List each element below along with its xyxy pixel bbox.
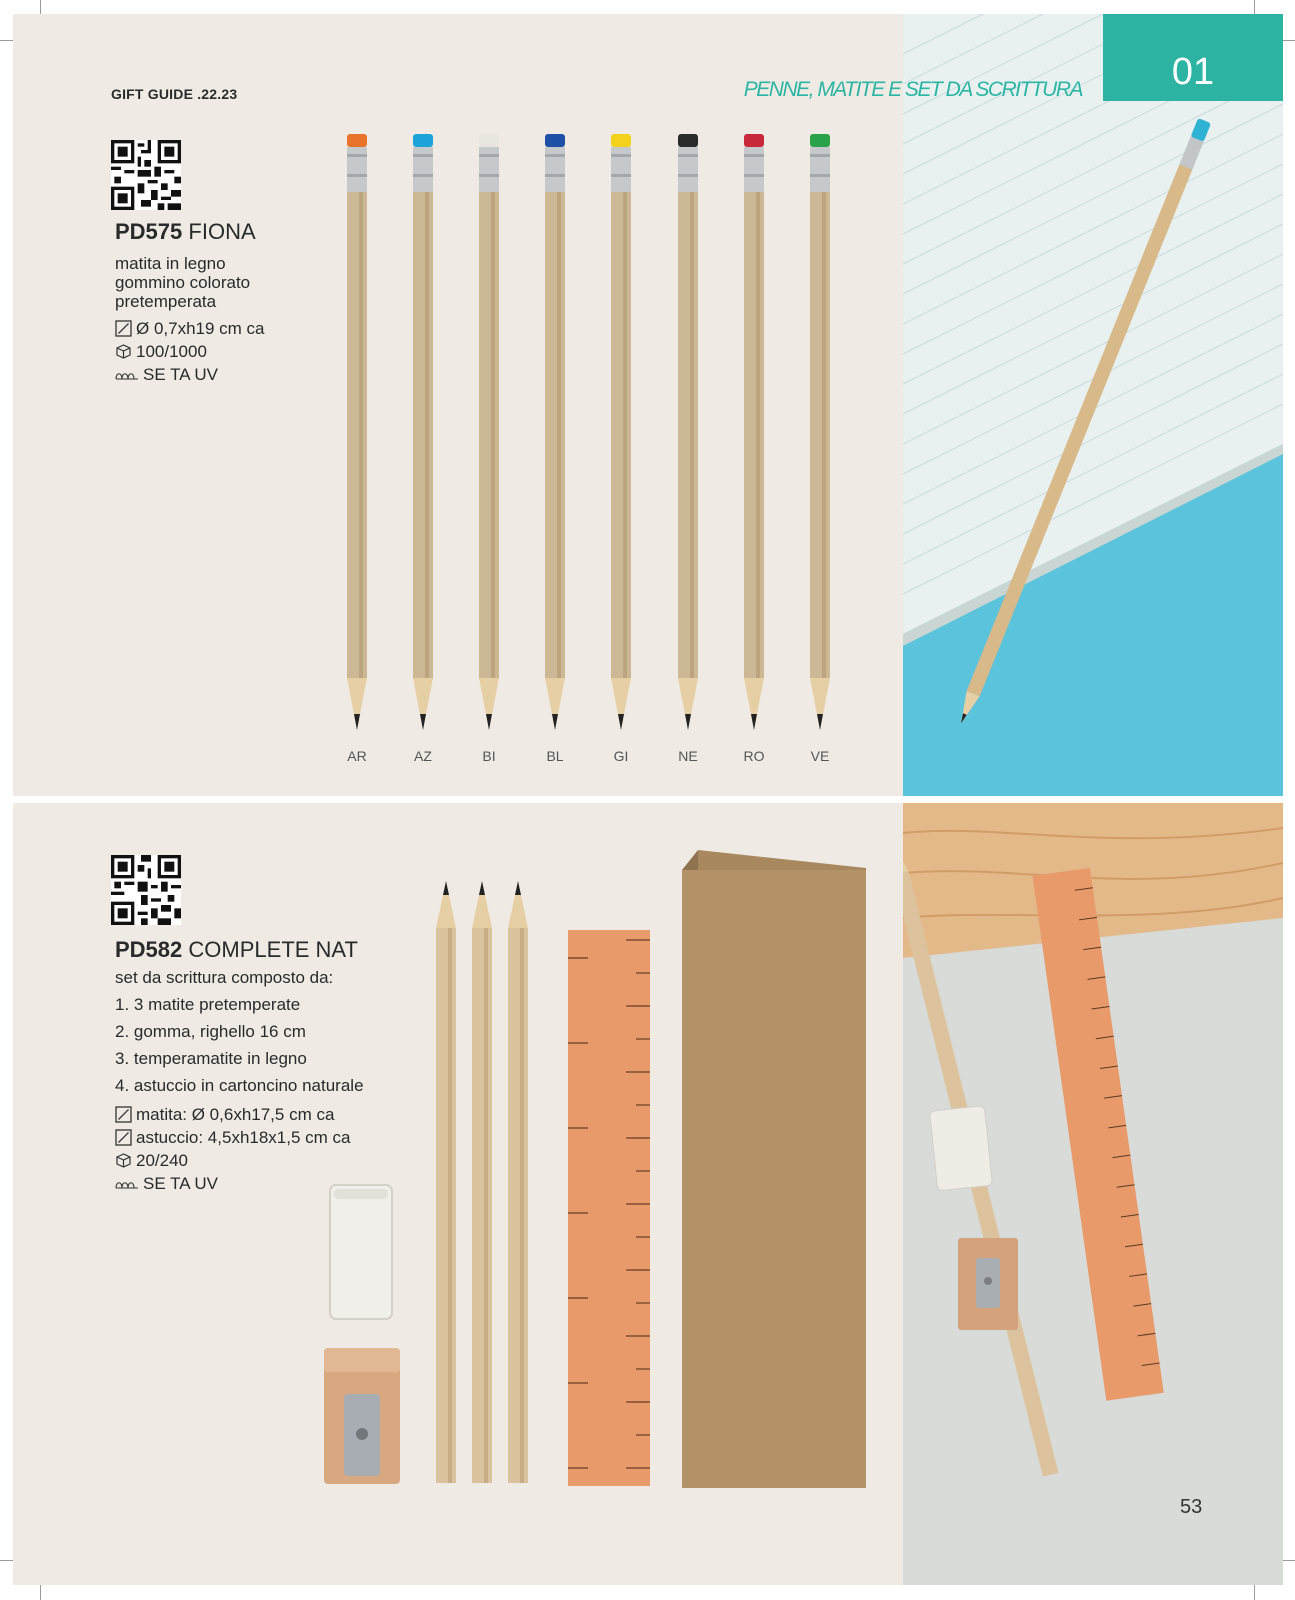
kraft-case-image [678, 850, 868, 1490]
description-line: matita in legno [115, 254, 226, 273]
lifestyle-photo-pencil-notebook [903, 14, 1283, 796]
spec-row [115, 1149, 351, 1172]
spec-row [115, 317, 265, 340]
product-title [115, 219, 256, 245]
description-line: set da scrittura composto da: [115, 968, 334, 987]
pencil [808, 134, 832, 744]
list-item: 4. astuccio in cartoncino naturale [115, 1076, 364, 1095]
dimensions-icon [115, 320, 132, 337]
variant-code: BI [482, 748, 496, 764]
gift-guide-label: GIFT GUIDE .22.23 [111, 86, 238, 102]
pencil [345, 134, 369, 744]
spec-text: Ø 0,7xh19 cm ca [136, 319, 265, 338]
spec-row [115, 1126, 351, 1149]
pencil-eraser [413, 134, 433, 147]
box-icon [115, 1152, 132, 1169]
product-panel-top [13, 14, 903, 796]
pencil-eraser [678, 134, 698, 147]
lifestyle-photo-writing-set [903, 803, 1283, 1585]
sharpener-image [322, 1346, 402, 1486]
pencil-eraser [479, 134, 499, 147]
variant-code: AZ [414, 748, 432, 764]
product-name: FIONA [188, 219, 256, 244]
list-item: 2. gomma, righello 16 cm [115, 1022, 306, 1041]
spec-text: matita: Ø 0,6xh17,5 cm ca [136, 1105, 335, 1124]
spec-text: SE TA UV [143, 1174, 218, 1193]
pencil [676, 134, 700, 744]
qr-code[interactable] [111, 140, 181, 210]
dimensions-icon [115, 1106, 132, 1123]
pencil [609, 134, 633, 744]
product-description [115, 964, 364, 1099]
spec-text: astuccio: 4,5xh18x1,5 cm ca [136, 1128, 351, 1147]
product-title [115, 937, 358, 963]
product-code: PD582 [115, 937, 183, 962]
product-code: PD575 [115, 219, 183, 244]
pencil-eraser [611, 134, 631, 147]
list-item: 3. temperamatite in legno [115, 1049, 307, 1068]
qr-code[interactable] [111, 855, 181, 925]
pencil [543, 134, 567, 744]
pencil-eraser [744, 134, 764, 147]
pencil [411, 134, 435, 744]
variant-code: BL [546, 748, 564, 764]
spec-row [115, 363, 265, 386]
product-description [115, 254, 250, 311]
variant-code: GI [613, 748, 629, 764]
dimensions-icon [115, 1129, 132, 1146]
product-specs [115, 1103, 351, 1195]
description-line: gommino colorato [115, 273, 251, 292]
box-icon [115, 343, 132, 360]
product-name: COMPLETE NAT [188, 937, 358, 962]
variant-code: VE [810, 748, 830, 764]
eraser-image [328, 1183, 396, 1323]
ruler-image [566, 928, 652, 1488]
pencil [477, 134, 501, 744]
pencil [742, 134, 766, 744]
pencil-eraser [347, 134, 367, 147]
page-number: 53 [1180, 1496, 1203, 1518]
variant-code: AR [347, 748, 367, 764]
spec-row [115, 1172, 351, 1195]
spec-row [115, 1103, 351, 1126]
pencil-eraser [545, 134, 565, 147]
list-item: 1. 3 matite pretemperate [115, 995, 301, 1014]
spec-text: 100/1000 [136, 342, 207, 361]
pencil-eraser [810, 134, 830, 147]
print-methods-icon [115, 368, 139, 382]
product-specs [115, 317, 265, 386]
section-title: PENNE, MATITE E SET DA SCRITTURA [743, 78, 1082, 101]
variant-code: RO [743, 748, 765, 764]
description-line: pretemperata [115, 292, 217, 311]
pencil-set-image [432, 873, 532, 1493]
spec-text: SE TA UV [143, 365, 218, 384]
spec-text: 20/240 [136, 1151, 188, 1170]
section-number-tab: 01 [1103, 14, 1283, 101]
spec-row [115, 340, 265, 363]
print-methods-icon [115, 1177, 139, 1191]
variant-code: NE [678, 748, 698, 764]
